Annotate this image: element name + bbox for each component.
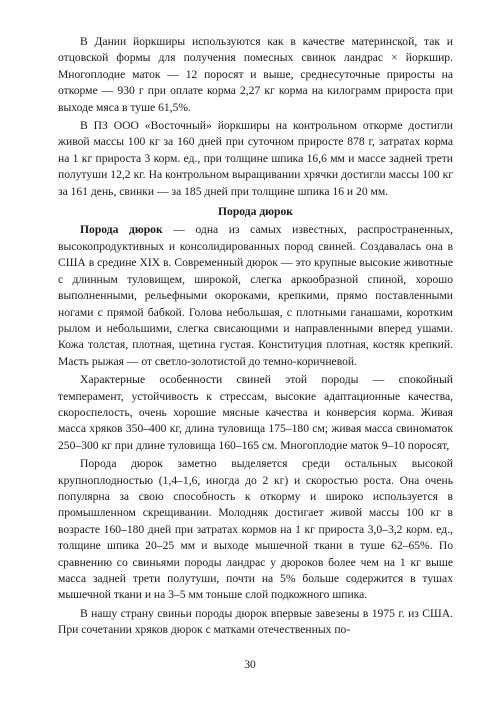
lead-term: Порода дюрок: [80, 223, 163, 237]
page-body: [58, 34, 453, 639]
paragraph-denmark-yorkshire: В Дании йоркширы используются как в качестве материнской, так и отцовской формы для получения помесных свинок ландрас × йоркшир. Многоплодие маток — 12 поросят и выше, среднесуточные приросты на откорме — 930 г при оплате корма 2,27 кг корма на килограмм прироста при выходе мяса в туше 61,5%.: [58, 35, 453, 114]
paragraph-duroc-description: [58, 222, 453, 370]
page-number: 30: [244, 658, 256, 671]
paragraph-growth: Порода дюрок заметно выделяется среди остальных высокой крупноплодностью (1,4–1,6, иногда до 2 кг) и скоростью роста. Она очень популярна за свою способность к откорму и широко используется в промышленном скрещивании. Молодняк достигает живой массы 100 кг в возрасте 160–180 дней при затратах кормов на 1 кг прироста 3,0–3,2 корм. ед., толщине шпика 20–25 мм и выходе мышечной ткани в туше 62–65%. По сравнению со свиньями породы ландрас у дюроков более чем на 1 кг выше масса задней трети полутуши, почти на 5% больше содержится в тушах мышечной ткани и на 3–5 мм тоньше слой подкожного шпика.: [58, 457, 453, 602]
paragraph-vostochny-farm: В ПЗ ООО «Восточный» йоркширы на контрольном откорме достигли живой массы 100 кг за 160 дней при суточном приросте 878 г, затратах корма на 1 кг прироста 3 корм. ед., при толщине шпика 16,6 мм и массе задней трети полутуши 12,2 кг. На контрольном выращивании хрячки достигли массы 100 кг за 161 день, свинки — за 185 дней при толщине шпика 16 и 20 мм.: [58, 119, 453, 198]
paragraph-import-history: В нашу страну свиньи породы дюрок впервые завезены в 1975 г. из США. При сочетании хряков дюрок с матками отечественных по-: [58, 606, 453, 637]
paragraph-characteristics: Характерные особенности свиней этой породы — спокойный темперамент, устойчивость к стрессам, высокие адаптационные качества, скороспелость, очень хорошие мясные качества и конверсия корма. Живая масса хряков 350–400 кг, длина туловища 175–180 см; живая масса свиноматок 250–300 кг при длине туловища 160–165 см. Многоплодие маток 9–10 поросят,: [58, 373, 453, 452]
section-heading: Порода дюрок: [218, 205, 293, 219]
lead-paragraph-text: — одна из самых известных, распространенных, высокопродуктивных и консолидированных пород свиней. Создавалась она в США в средине XIX в. Современный дюрок — это крупные высокие животные с длинным туловищем, широкой, слегка аркообразной спиной, хорошо выполненными, рельефными окороками, крепкими, прямо поставленными ногами с прямой бабкой. Голова небольшая, с плотными ганашами, коротким рылом и небольшими, слегка свисающими и направленными вперед ушами. Кожа толстая, плотная, щетина густая. Конституция плотная, костяк крепкий. Масть рыжая — от светло-золотистой до темно-коричневой.: [58, 223, 453, 368]
